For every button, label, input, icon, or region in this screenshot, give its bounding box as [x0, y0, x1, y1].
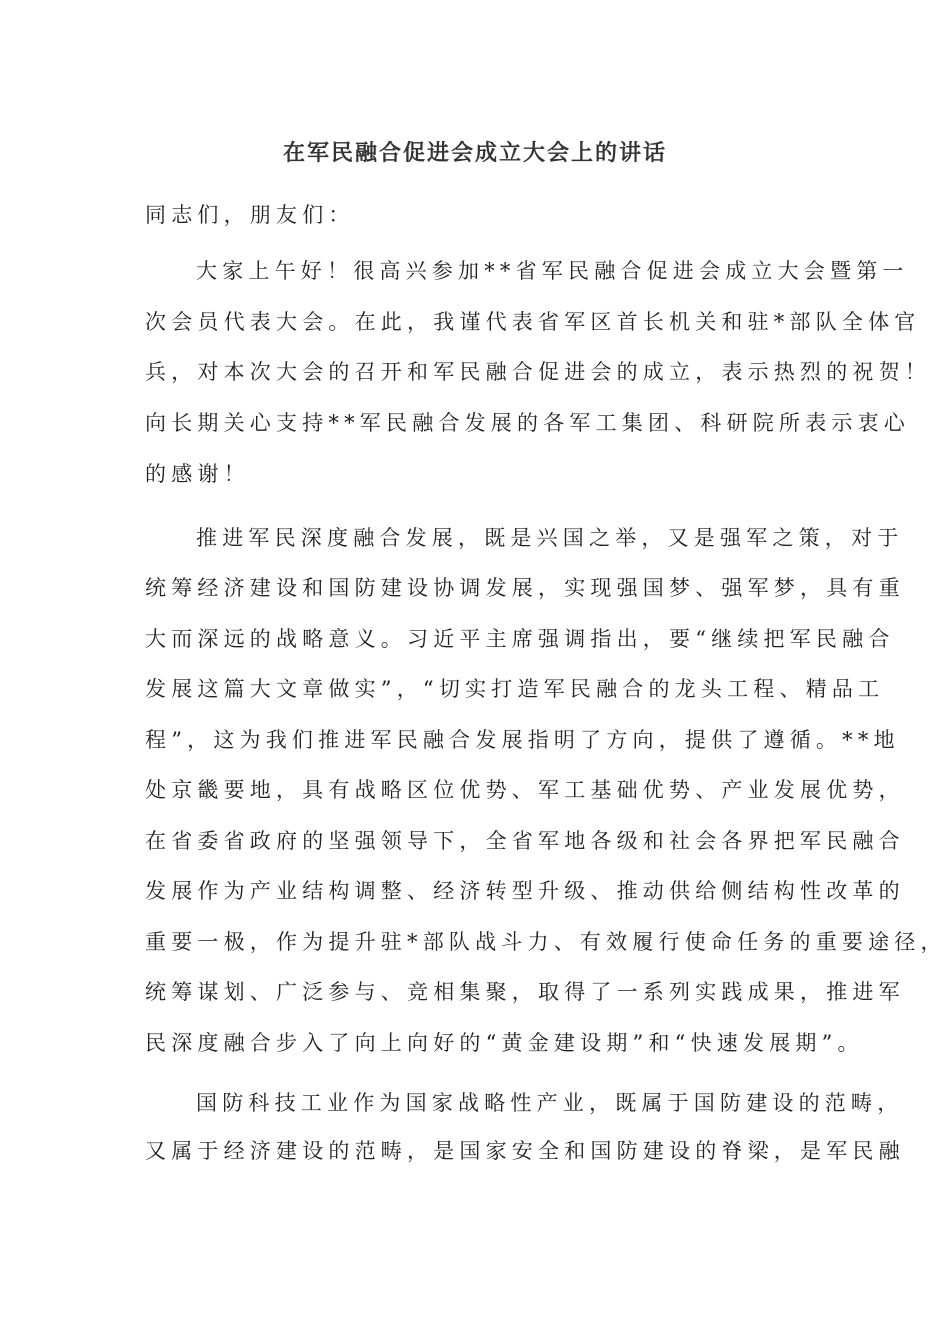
text-line: 发展这篇大文章做实”，“切实打造军民融合的龙头工程、精品工 — [145, 677, 885, 701]
text-line: 大而深远的战略意义。习近平主席强调指出，要“继续把军民融合 — [145, 627, 895, 651]
text-line: 统筹谋划、广泛参与、竞相集聚，取得了一系列实践成果，推进军 — [145, 980, 905, 1004]
text-line: 在省委省政府的坚强领导下，全省军地各级和社会各界把军民融合 — [145, 829, 905, 853]
salutation: 同志们，朋友们： — [145, 203, 355, 227]
text-line: 大家上午好！很高兴参加**省军民融合促进会成立大会暨第一 — [196, 259, 909, 283]
text-line: 统筹经济建设和国防建设协调发展，实现强国梦、强军梦，具有重 — [145, 576, 905, 600]
text-line: 重要一极，作为提升驻*部队战斗力、有效履行使命任务的重要途径， — [145, 930, 947, 954]
text-line: 程”，这为我们推进军民融合发展指明了方向，提供了遵循。**地 — [145, 728, 900, 752]
text-line: 的感谢！ — [145, 462, 250, 486]
text-line: 民深度融合步入了向上向好的“黄金建设期”和“快速发展期”。 — [145, 1031, 864, 1055]
text-line: 向长期关心支持**军民融合发展的各军工集团、科研院所表示衷心 — [145, 411, 910, 435]
text-line: 国防科技工业作为国家战略性产业，既属于国防建设的范畴， — [196, 1091, 904, 1115]
text-line: 推进军民深度融合发展，既是兴国之举，又是强军之策，对于 — [196, 526, 904, 550]
text-line: 又属于经济建设的范畴，是国家安全和国防建设的脊梁，是军民融 — [145, 1139, 905, 1163]
text-line: 发展作为产业结构调整、经济转型升级、推动供给侧结构性改革的 — [145, 879, 905, 903]
text-line: 兵，对本次大会的召开和军民融合促进会的成立，表示热烈的祝贺！ — [145, 360, 931, 384]
text-line: 次会员代表大会。在此，我谨代表省军区首长机关和驻*部队全体官 — [145, 310, 921, 334]
document-title: 在军民融合促进会成立大会上的讲话 — [282, 140, 667, 166]
text-line: 处京畿要地，具有战略区位优势、军工基础优势、产业发展优势， — [145, 778, 905, 802]
